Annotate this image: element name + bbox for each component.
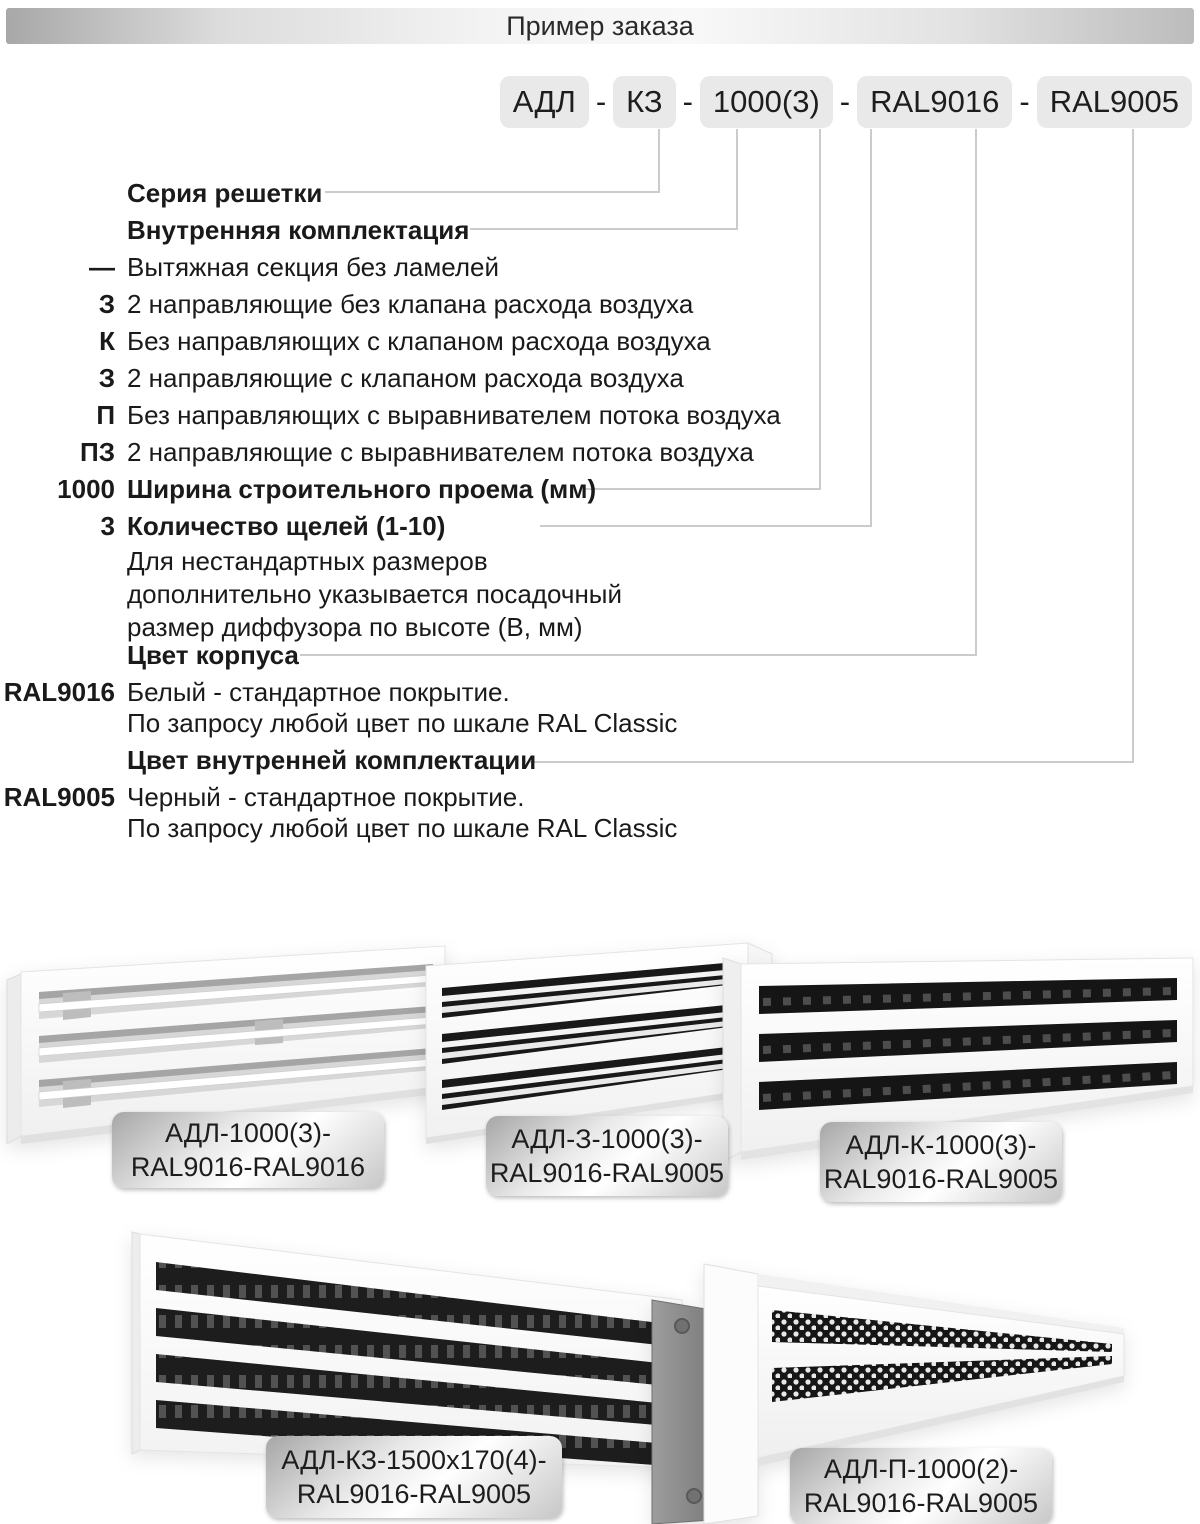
code-separator: - <box>595 84 607 119</box>
product-label-adl-plain: АДЛ-1000(3)- RAL9016-RAL9016 <box>112 1112 384 1188</box>
legend-body-color-row <box>0 674 677 739</box>
legend-option-row <box>0 286 693 322</box>
option-code: — <box>89 252 115 282</box>
internal-color-line1: Черный - стандартное покрытие. <box>127 782 525 812</box>
connector-width-vertical <box>819 129 821 490</box>
product-label-adl-kz: АДЛ-КЗ-1500х170(4)- RAL9016-RAL9005 <box>266 1436 562 1518</box>
connector-series-vertical <box>658 129 660 193</box>
code-part-internal-color: RAL9005 <box>1037 76 1192 128</box>
legend-internal-color-row <box>0 779 677 844</box>
slots-code: 3 <box>100 511 115 541</box>
option-text: Вытяжная секция без ламелей <box>127 252 499 282</box>
connector-internal-color-horizontal <box>530 761 1134 763</box>
screw-icon <box>687 1489 701 1503</box>
legend-series-row <box>0 175 322 211</box>
page-title: Пример заказа <box>506 10 694 41</box>
nonstandard-size-note: Для нестандартных размеров дополнительно указывается посадочный размер диффузора по высоте (В, мм) <box>127 546 623 642</box>
connector-body-color-horizontal <box>300 654 977 656</box>
product-label-adl-z: АДЛ-З-1000(3)- RAL9016-RAL9005 <box>486 1116 728 1196</box>
order-code <box>500 74 1192 130</box>
slots-text: Количество щелей (1-10) <box>127 511 446 541</box>
body-color-line1: Белый - стандартное покрытие. <box>127 677 510 707</box>
option-text: 2 направляющие без клапана расхода воздуха <box>127 289 694 319</box>
width-text: Ширина строительного проема (мм) <box>127 474 597 504</box>
code-separator: - <box>682 84 693 119</box>
option-text: 2 направляющие с клапаном расхода воздуха <box>127 363 684 393</box>
product-label-adl-k: АДЛ-К-1000(3)- RAL9016-RAL9005 <box>820 1122 1062 1202</box>
internal-color-code: RAL9005 <box>3 782 115 812</box>
option-code: К <box>99 326 115 356</box>
code-separator: - <box>1019 84 1030 119</box>
connector-internal-horizontal <box>470 228 738 230</box>
legend-internal-label: Внутренняя комплектация <box>127 215 470 245</box>
legend-body-color-header <box>0 637 299 673</box>
screw-icon <box>675 1319 689 1333</box>
connector-body-color-vertical <box>975 129 977 656</box>
body-color-line2: По запросу любой цвет по шкале RAL Classic <box>127 708 678 738</box>
option-code: П <box>96 400 115 430</box>
option-code: ПЗ <box>80 437 115 467</box>
mounting-bracket <box>652 1300 712 1524</box>
page-header-bar <box>6 8 1194 44</box>
legend-series-label: Серия решетки <box>127 178 323 208</box>
legend-option-row <box>0 323 711 359</box>
code-part-series: АДЛ <box>500 76 589 128</box>
option-code: З <box>98 289 115 319</box>
legend-option-row <box>0 249 499 285</box>
internal-color-label: Цвет внутренней комплектации <box>127 745 537 775</box>
grille-end-face <box>132 1232 140 1454</box>
body-color-label: Цвет корпуса <box>127 640 299 670</box>
option-code: З <box>98 363 115 393</box>
legend-slots-row <box>0 508 445 544</box>
connector-slots-horizontal <box>540 525 872 527</box>
connector-width-horizontal <box>585 488 821 490</box>
connector-internal-color-vertical <box>1132 129 1134 763</box>
width-code: 1000 <box>57 474 115 504</box>
code-part-size: 1000(3) <box>700 76 833 128</box>
option-text: Без направляющих с выравнивателем потока воздуха <box>127 400 781 430</box>
legend-internal-row <box>0 212 469 248</box>
connector-series-horizontal <box>325 191 660 193</box>
option-text: 2 направляющие с выравнивателем потока воздуха <box>127 437 754 467</box>
connector-internal-vertical <box>736 129 738 230</box>
grille-face-plate <box>704 1264 758 1524</box>
legend-option-row <box>0 434 754 470</box>
legend-option-row <box>0 360 684 396</box>
code-separator: - <box>839 84 851 119</box>
legend-internal-color-header <box>0 742 536 778</box>
code-part-internal: КЗ <box>613 76 675 128</box>
connector-slots-vertical <box>870 129 872 527</box>
code-part-body-color: RAL9016 <box>857 76 1012 128</box>
legend-option-row <box>0 397 781 433</box>
internal-color-line2: По запросу любой цвет по шкале RAL Classic <box>127 813 678 843</box>
grille-end-face <box>7 974 21 1144</box>
legend-width-row <box>0 471 596 507</box>
body-color-code: RAL9016 <box>3 677 115 707</box>
product-label-adl-p: АДЛ-П-1000(2)- RAL9016-RAL9005 <box>790 1448 1052 1524</box>
option-text: Без направляющих с клапаном расхода воздуха <box>127 326 711 356</box>
